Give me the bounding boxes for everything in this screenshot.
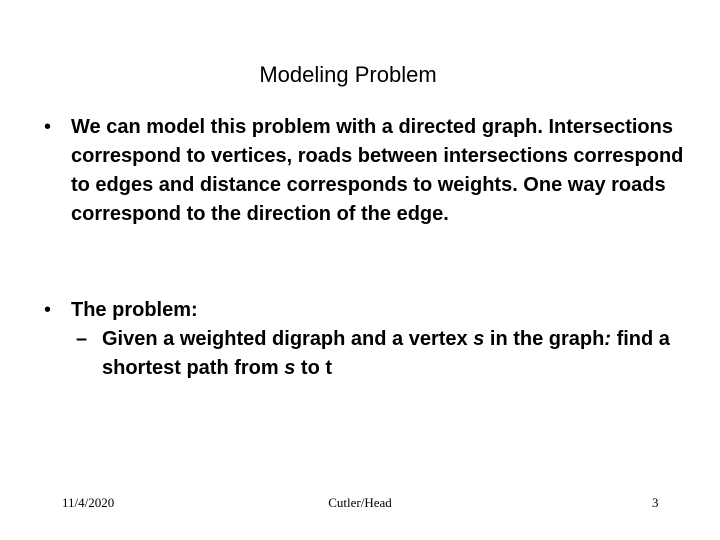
sub-text-part: in the graph xyxy=(484,328,605,350)
footer-page-number: 3 xyxy=(652,495,659,510)
sub-text-part: Given a weighted digraph and a vertex xyxy=(102,328,474,350)
variable-s: s xyxy=(473,328,485,350)
bullet-item-problem xyxy=(44,296,684,383)
sub-bullet-item xyxy=(76,325,684,383)
sub-text-part: find a shortest path from xyxy=(102,328,670,379)
footer-date: 11/4/2020 xyxy=(62,495,115,510)
bullet-text: We can model this problem with a directed graph. Intersections correspond to vertices, roads between intersections correspond to edges and distance corresponds to weights. One way roads correspond to the direction of the edge. xyxy=(71,116,684,225)
slide-title: Modeling Problem xyxy=(259,62,437,87)
sub-bullet-marker: – xyxy=(76,328,88,350)
bullet-marker: • xyxy=(44,299,52,321)
colon: : xyxy=(604,328,612,350)
sub-bullet-text xyxy=(102,325,684,383)
bullet-item-model xyxy=(44,113,684,229)
bullet-text: The problem: xyxy=(71,299,198,321)
variable-s: s xyxy=(284,357,296,379)
footer-author: Cutler/Head xyxy=(328,495,392,510)
sub-text-part: to t xyxy=(295,357,333,379)
bullet-marker: • xyxy=(44,116,52,138)
